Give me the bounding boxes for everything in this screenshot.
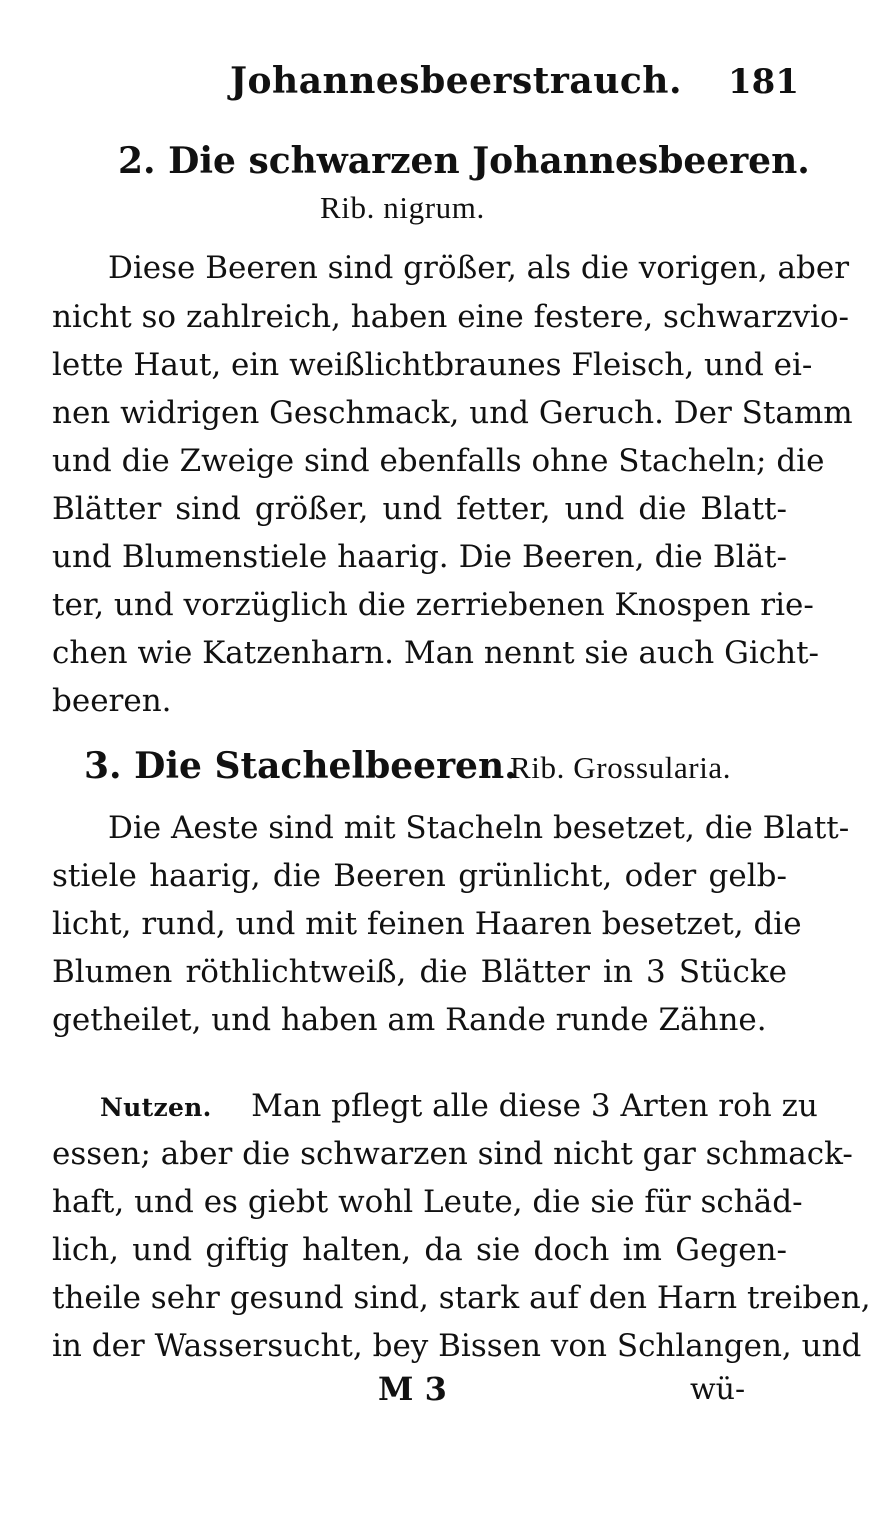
paragraph-line: lette Haut, ein weißlichtbraunes Fleisch, und ei-: [52, 347, 813, 383]
paragraph-line: Blätter sind größer, und fetter, und die Blatt-: [52, 491, 787, 527]
paragraph-line: und Blumenstiele haarig. Die Beeren, die Blät-: [52, 539, 787, 575]
paragraph-line: und die Zweige sind ebenfalls ohne Stacheln; die: [52, 443, 825, 479]
paragraph-line: stiele haarig, die Beeren grünlicht, oder gelb-: [52, 858, 787, 894]
running-head: [0, 52, 830, 112]
paragraph-line: ter, und vorzüglich die zerriebenen Knospen rie-: [52, 587, 814, 623]
page-number: 181: [728, 62, 799, 102]
latin-name-rib-nigrum: Rib. nigrum.: [320, 190, 485, 225]
paragraph-line: in der Wassersucht, bey Bissen von Schlangen, und: [52, 1328, 862, 1364]
paragraph-line: haft, und es giebt wohl Leute, die sie für schäd-: [52, 1184, 803, 1220]
paragraph-line: lich, und giftig halten, da sie doch im Gegen-: [52, 1232, 787, 1268]
signature-mark: M 3: [378, 1370, 447, 1408]
paragraph-line: beeren.: [52, 683, 172, 719]
paragraph-line: theile sehr gesund sind, stark auf den Harn treiben,: [52, 1280, 871, 1316]
section-heading-gooseberries: [84, 745, 517, 787]
margin-label-nutzen: Nutzen.: [100, 1093, 212, 1122]
section-heading-black-currants: 2. Die schwarzen Johannesbeeren.: [118, 140, 810, 182]
catchword: wü-: [690, 1372, 746, 1407]
paragraph-line: Diese Beeren sind größer, als die vorigen, aber: [108, 250, 850, 286]
nutzen-first-line: [100, 1083, 818, 1129]
latin-name-rib-grossularia: Rib. Grossularia.: [510, 750, 732, 785]
running-title: Johannesbeerstrauch.: [230, 60, 683, 102]
paragraph-line: Die Aeste sind mit Stacheln besetzet, die Blatt-: [108, 810, 850, 846]
paragraph-line: licht, rund, und mit feinen Haaren besetzet, die: [52, 906, 802, 942]
section-number: 3.: [84, 745, 122, 787]
section-title: Die Stachelbeeren.: [134, 745, 517, 787]
nutzen-first-line-text: Man pflegt alle diese 3 Arten roh zu: [251, 1088, 818, 1124]
paragraph-line: nen widrigen Geschmack, und Geruch. Der Stamm: [52, 395, 853, 431]
paragraph-line: nicht so zahlreich, haben eine festere, schwarzvio-: [52, 299, 850, 335]
paragraph-line: getheilet, und haben am Rande runde Zähne.: [52, 1002, 767, 1038]
paragraph-line: chen wie Katzenharn. Man nennt sie auch Gicht-: [52, 635, 820, 671]
paragraph-line: essen; aber die schwarzen sind nicht gar schmack-: [52, 1136, 853, 1172]
paragraph-line: Blumen röthlichtweiß, die Blätter in 3 Stücke: [52, 954, 787, 990]
